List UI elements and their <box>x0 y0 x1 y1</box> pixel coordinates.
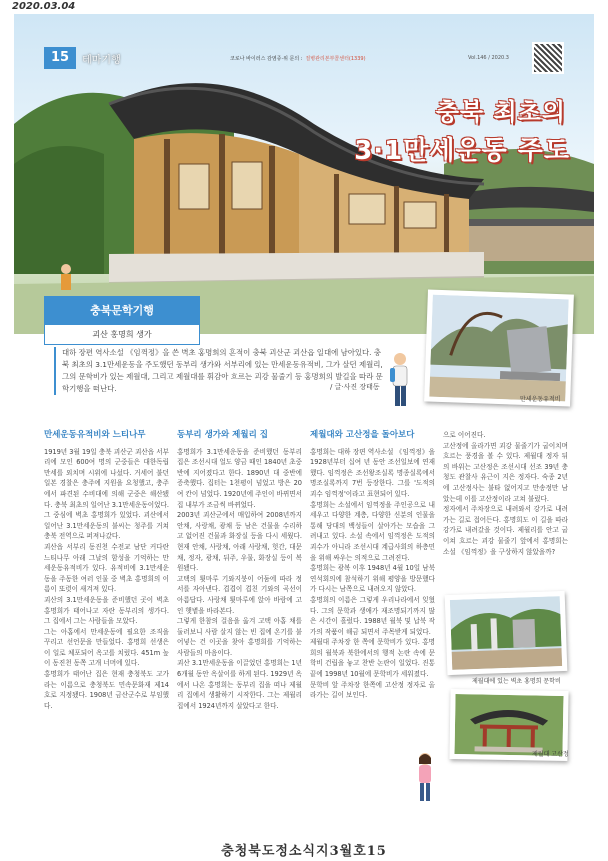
contact-accent: 질병관리본부콜센터(1339) <box>305 56 366 62</box>
paragraph: 홍명희는 소설에서 임꺽정을 주인공으로 내세우고 다양한 계층, 다양한 신분의 인물을 통해 당대의 백성들이 살아가는 모습을 그려내고 있다. 소설 속에서 임꺽정은 도적의 괴수가 아니라 조선시대 계급사회의 하층민을 위해 싸우는 의적으로 그려진다. <box>310 500 435 562</box>
contact-line <box>230 55 366 62</box>
paragraph: 으로 이어진다. <box>443 431 486 439</box>
literary-monument-photo <box>445 591 568 675</box>
caption-gosanjeong: 제월대 고산정 <box>532 751 569 758</box>
qr-code-icon <box>532 42 564 74</box>
byline: / 글·사진 장태동 <box>330 383 380 391</box>
paragraph: 괴산읍 서부리 동진천 수전교 남단 커다란 느티나무 아래 그날의 함성을 기억하는 만세운동유적비가 있다. 유적비에 3.1만세운동을 주동한 여러 인물 중 벽초 홍명희의 이름이 또렷이 새겨져 있다. <box>44 542 169 594</box>
paragraph: 홍명희가 태어난 집은 현재 충청북도 고가 라는 이름으로 충청북도 민속문화재 제14호로 지정됐다. 1908년 금산군수로 부임했다. <box>44 670 169 710</box>
article-column-4 <box>443 430 568 557</box>
date-stamp: 2020.03.04 <box>12 1 76 12</box>
page-tab <box>44 47 121 69</box>
article-column-3 <box>310 430 435 701</box>
monument-photo <box>424 289 574 406</box>
monument-image <box>429 295 568 402</box>
paragraph: 문학비 앞 주차장 한쪽에 고산정 정자로 올라가는 길이 보인다. <box>310 680 435 700</box>
paragraph: 그렇게 한참의 걸음을 옮겨 고택 아홉 채를 둘러보니 사람 살지 않는 빈 집에 온기를 불어넣는 건 이곳을 찾아 홍명희를 기억하는 사람들의 마음이다. <box>177 617 302 657</box>
title-line-2: 3·1만세운동 주도 <box>354 136 570 166</box>
traveler-icon <box>384 352 416 410</box>
paragraph: 그 중심에 벽초 홍명희가 있었다. 괴산에서 일어난 3.1만세운동의 불씨는 청주를 거쳐 충북 전역으로 퍼져나갔다. <box>44 511 169 541</box>
volume-label: Vol.146 / 2020.3 <box>468 55 509 61</box>
paragraph: 제월대 주차장 한 쪽에 문학비가 있다. 홍명희의 월북과 북한에서의 행적 논란 속에 문학비 건립을 놓고 찬반 논란이 일었다. 진통 끝에 1998년 10월에 문학비가 세워졌다. <box>310 638 435 679</box>
paragraph: 1919년 3월 19일 충북 괴산군 괴산읍 서부리에 모인 600여 명의 군중들은 대한독립 만세를 외치며 시위에 나섰다. 거세어 불던 일본 경찰은 충주에 지원을 요청했고, 충주에서 파견된 수비대에 의해 군중은 해산됐다. 충북 최초의 일어난 3.1만세운동이었다. <box>44 447 169 509</box>
section-label: 테마기행 <box>82 54 121 66</box>
column-3-heading: 제월대와 고산정을 돌아보다 <box>310 430 415 440</box>
column-2-heading: 동부리 생가와 제월리 집 <box>177 430 268 440</box>
intro-text: 대하 장편 역사소설 《임꺽정》을 쓴 벽초 홍명희의 흔적이 충북 괴산군 괴산읍 일대에 남아있다. 충북 최초의 3.1만세운동을 주도했던 동부리 생가와 서부리에 있는 만세운동유적비, 그가 살던 제월리, 그의 문학비가 있는 제월대, 그리고 제월대를 휘감아 흐르는 괴강 물줄기 등 홍명희의 발길을 따라 문학기행을 떠난다. <box>54 347 384 395</box>
article-column-1 <box>44 430 169 711</box>
literary-monument-image <box>450 596 562 670</box>
column-1-heading: 만세운동유적비와 느티나무 <box>44 430 146 440</box>
contact-prefix: 코로나 바이러스 감염증·위 문의 : <box>230 56 303 62</box>
paragraph: 홍명희는 광복 이후 1948년 4월 10일 남북연석회의에 참석하기 위해 평양을 방문했다가 다시는 남쪽으로 내려오지 않았다. <box>310 564 435 594</box>
caption-literary-monument: 제월대에 있는 벽초 홍명희 문학비 <box>472 678 561 685</box>
paragraph: 홍명희의 이름은 그렇게 우리나라에서 잊혔다. 그의 문학과 생애가 재조명되기까지 많은 시간이 흘렀다. 1988년 월북 및 납북 작가의 작품이 해금 되면서 주목받게 되었다. <box>310 595 435 636</box>
gosanjeong-image <box>454 694 563 756</box>
series-subtitle: 괴산 홍명희 생가 <box>44 324 200 345</box>
page-number: 15 <box>44 47 76 69</box>
caption-monument: 만세운동유적비 <box>520 396 561 403</box>
series-label <box>44 296 200 345</box>
paragraph: 괴산의 3.1만세운동을 준비했던 곳이 벽초 홍명희가 태어나고 자란 동부리의 생가다. 그 집에서 그는 사람들을 모았다. <box>44 595 169 626</box>
walking-girl-icon <box>412 752 438 804</box>
paragraph: 홍명희는 대하 장편 역사소설 《임꺽정》을 1928년부터 십여 년 동안 조선일보에 연재했다. 임꺽정은 조선왕조실록 명종실록에서 명조실록까지 7번 등장한다. 그를 '도적의 괴수 임꺽정'이라고 표현되어 있다. <box>310 447 435 498</box>
paragraph: 괴산 3.1만세운동을 이끌었던 홍명희는 1년 6개월 동안 옥살이를 하게 된다. 1929년 옥에서 나온 홍명희는 동부리 집을 떠나 제월리 집에서 생활하기 시작한다. 그는 제월리 집에서 1924년까지 살았다고 한다. <box>177 659 302 710</box>
paragraph: 고택의 툇마루 기와지붕이 어둠에 따라 정서를 자아낸다. 겹겹이 겹친 기와의 곡선이 아름답다. 사랑채 툇마루에 앉아 바람에 고인 햇볕을 바라본다. <box>177 574 302 615</box>
paragraph: 고산정에 올라가면 괴강 물줄기가 굽이치며 흐르는 풍경을 볼 수 있다. 제월대 정자 뒤의 바위는 고산정은 조선시대 선조 39년 충청도 관찰사 유근이 지은 정자다. 숙종 2년에 고산정사는 불타 없어지고 만송정만 남았는데 이를 고산정이라 고쳐 불렀다. <box>443 441 568 503</box>
paragraph: 홍명희가 3.1만세운동을 준비했던 동부리 집은 조선시대 얼도 양금 때인 1840년 초중반에 지어졌다고 한다. 1890년 대 중반에 증축했다. 집터는 1천평이 넘었고 방은 20여 칸이 넘었다. 1920년에 주인이 바뀌면서 집 내부가 조금씩 바뀌었다. <box>177 447 302 509</box>
footer: 충청북도정소식지3월호15 <box>221 844 387 859</box>
paragraph: 그는 아홉에서 만세운동에 필요한 조직을 꾸리고 선언문을 만들었다. 홍명희 선생은 이 일로 체포되어 옥고를 치렀다. 451m 높이 동진천 동쪽 고개 너머에 있다. <box>44 627 169 668</box>
article-column-2 <box>177 430 302 711</box>
series-title: 충북문학기행 <box>44 296 200 324</box>
paragraph: 2003년 괴산군에서 매입하여 2008년까지 안채, 사랑채, 광채 등 남은 건물을 수리하고 없어진 건물과 화장실 등을 다시 세웠다. 현재 안채, 사랑채, 아래 사랑채, 헛간, 대문채, 정자, 광채, 뒤주, 우물, 화장실 등이 복원됐다. <box>177 511 302 573</box>
hero-image <box>14 14 594 334</box>
title-line-1: 충북 최초의 <box>435 98 566 126</box>
paragraph: 정자에서 주차장으로 내려와서 강가로 내려가는 길로 접어든다. 홍명희도 이 길을 따라 강가로 내려갔을 것이다. 제월리를 안고 굽이쳐 흐르는 괴강 물줄기 앞에서 홍명희는 소설 《임꺽정》을 구상하지 않았을까? <box>443 505 568 556</box>
